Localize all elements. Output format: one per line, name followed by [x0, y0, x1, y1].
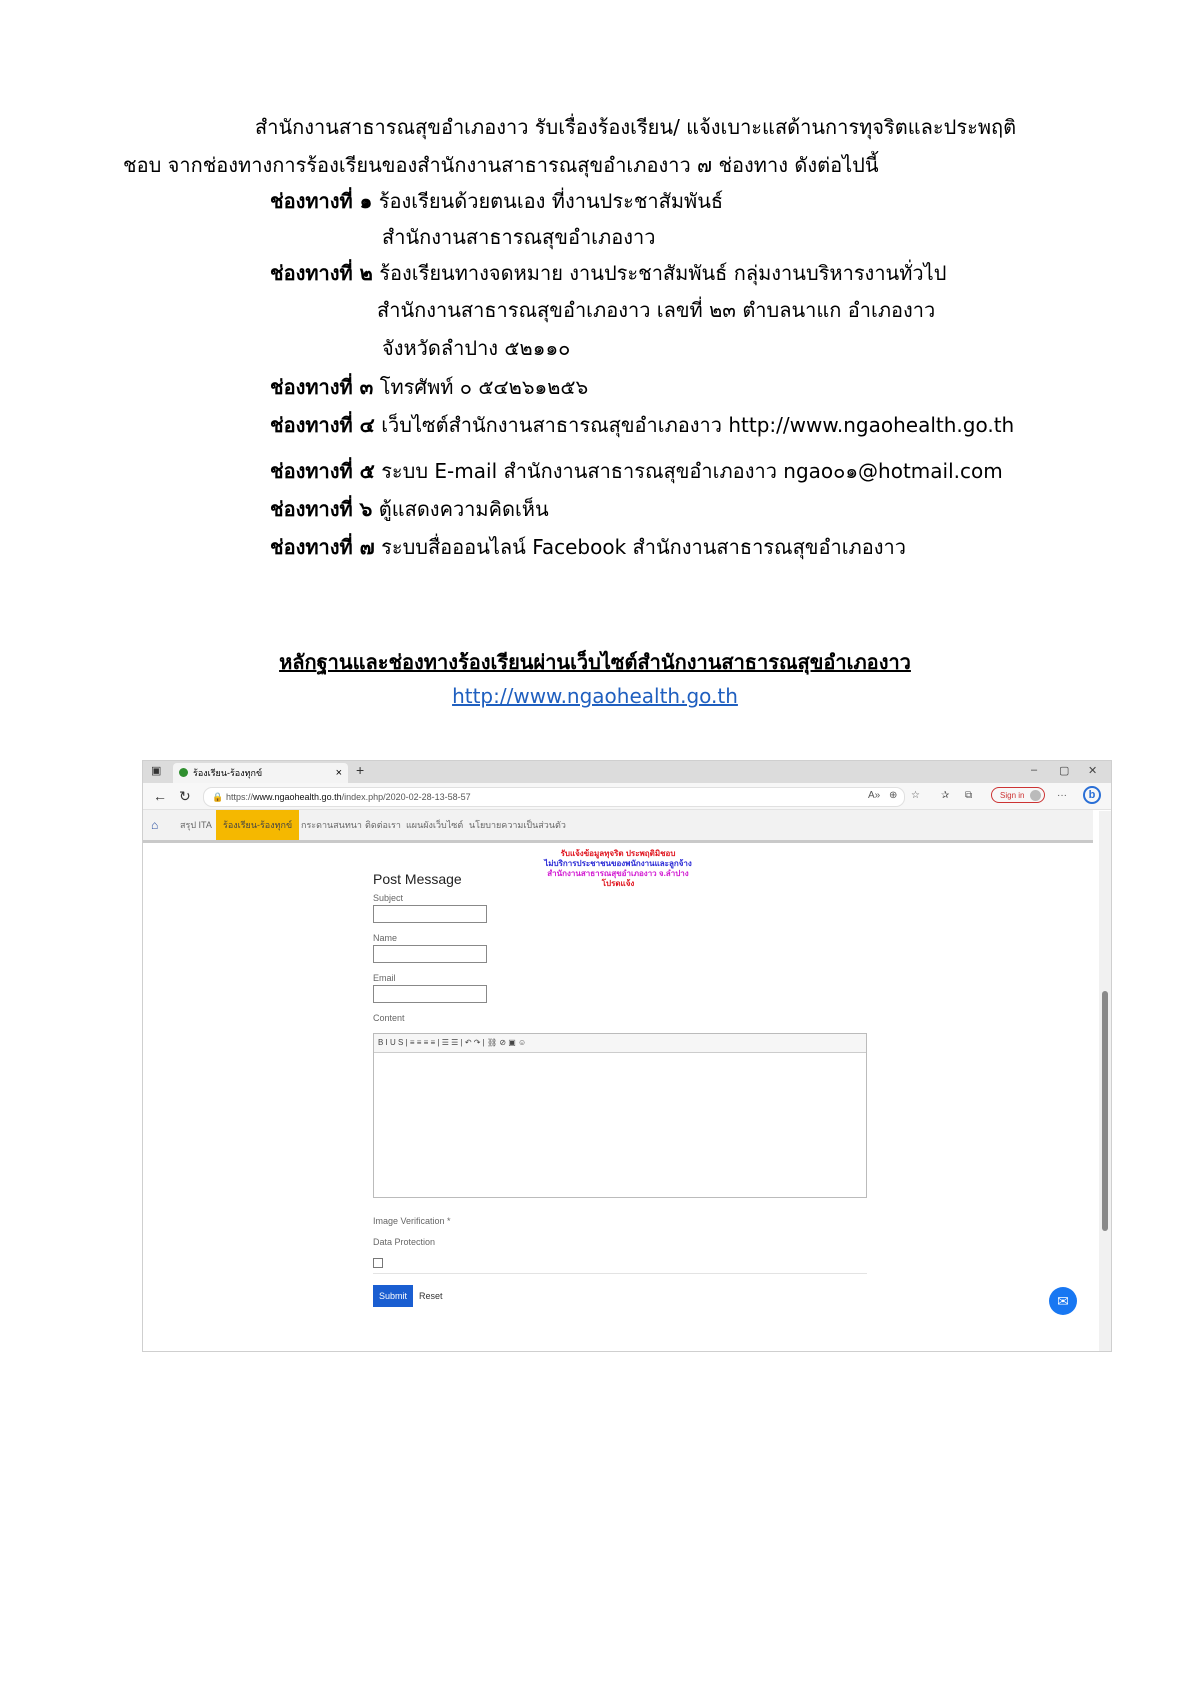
channel-2-cont-2: จังหวัดลำปาง ๕๒๑๑๐	[382, 336, 571, 360]
editor-toolbar[interactable]: B I U S | ≡ ≡ ≡ ≡ | ☰ ☰ | ↶ ↷ | ⛓ ⊘ ▣ ☺	[374, 1034, 866, 1053]
favorite-add-icon[interactable]: ☆	[911, 790, 920, 801]
notice-line: ไม่บริการประชาชนของพนักงานและลูกจ้าง	[544, 859, 692, 868]
close-window-icon[interactable]: ✕	[1088, 765, 1098, 777]
image-verification-label: Image Verification *	[373, 1216, 451, 1226]
channel-text: ระบบ E-mail สำนักงานสาธารณสุขอำเภองาว ngao๐๑@hotmail.com	[381, 459, 1003, 483]
url-text: https://www.ngaohealth.go.th/index.php/2020-02-28-13-58-57	[226, 792, 471, 802]
data-protection-label: Data Protection	[373, 1237, 436, 1247]
data-protection-checkbox[interactable]	[373, 1258, 383, 1268]
form-divider	[373, 1273, 867, 1274]
channel-text: ร้องเรียนทางจดหมาย งานประชาสัมพันธ์ กลุ่มงานบริหารงานทั่วไป	[379, 261, 947, 285]
url-input[interactable]	[203, 787, 905, 807]
channel-2-cont-1: สำนักงานสาธารณสุขอำเภองาว เลขที่ ๒๓ ตำบลนาแก อำเภองาว	[377, 298, 936, 322]
intro-line-1: สำนักงานสาธารณสุขอำเภองาว รับเรื่องร้องเรียน/ แจ้งเบาะแสด้านการทุจริตและประพฤติ	[255, 115, 1017, 139]
menu-item-ita[interactable]: สรุป ITA	[180, 820, 212, 830]
channel-1-cont: สำนักงานสาธารณสุขอำเภองาว	[382, 225, 656, 249]
new-tab-icon[interactable]: +	[356, 762, 365, 778]
menu-item-contact[interactable]: ติดต่อเรา	[365, 820, 401, 830]
read-aloud-icon[interactable]: A»	[868, 790, 881, 801]
notice-line: สำนักงานสาธารณสุขอำเภองาว จ.ลำปาง	[547, 869, 689, 878]
avatar-icon	[1030, 790, 1041, 801]
minimize-icon[interactable]: –	[1031, 764, 1038, 776]
channel-label: ช่องทางที่ ๒	[270, 261, 373, 285]
restore-icon[interactable]: ▢	[1059, 765, 1070, 777]
channel-label: ช่องทางที่ ๑	[270, 189, 373, 213]
address-bar-row	[143, 783, 1111, 810]
browser-screenshot	[142, 760, 1112, 1352]
menu-item-privacy[interactable]: นโยบายความเป็นส่วนตัว	[469, 820, 566, 830]
zoom-icon[interactable]: ⊕	[889, 790, 898, 801]
channel-label: ช่องทางที่ ๕	[270, 459, 375, 483]
content-editor[interactable]	[373, 1033, 867, 1198]
browser-tab[interactable]	[173, 763, 348, 783]
site-menu-bar	[143, 810, 1093, 843]
subject-label: Subject	[373, 893, 404, 903]
channel-text: ร้องเรียนด้วยตนเอง ที่งานประชาสัมพันธ์	[378, 189, 724, 213]
home-icon[interactable]: ⌂	[151, 818, 159, 832]
form-title: Post Message	[373, 871, 462, 887]
collections-icon[interactable]: ⧉	[965, 790, 973, 801]
channel-label: ช่องทางที่ ๔	[270, 413, 375, 437]
close-tab-icon[interactable]: ×	[335, 767, 342, 779]
page-scrollbar[interactable]	[1099, 811, 1111, 1351]
refresh-icon[interactable]: ↻	[179, 788, 191, 804]
email-input[interactable]	[373, 985, 487, 1003]
back-icon[interactable]: ←	[153, 788, 167, 804]
channel-text: ตู้แสดงความคิดเห็น	[378, 497, 549, 521]
messenger-chat-icon[interactable]: ✉	[1049, 1287, 1077, 1315]
evidence-url-link[interactable]: http://www.ngaohealth.go.th	[452, 684, 738, 708]
lock-icon: 🔒	[212, 792, 224, 802]
channel-5	[270, 456, 1003, 486]
bing-icon[interactable]: b	[1083, 786, 1101, 804]
notice-line: โปรดแจ้ง	[601, 879, 635, 888]
intro-line-2: ชอบ จากช่องทางการร้องเรียนของสำนักงานสาธารณสุขอำเภองาว ๗ ช่องทาง ดังต่อไปนี้	[123, 153, 879, 177]
browser-tab-bar	[143, 761, 1111, 783]
name-label: Name	[373, 933, 398, 943]
submit-button[interactable]: Submit	[373, 1285, 413, 1307]
tab-title: ร้องเรียน-ร้องทุกข์	[193, 768, 263, 778]
name-input[interactable]	[373, 945, 487, 963]
channel-4	[270, 410, 1014, 440]
site-favicon-icon	[179, 768, 188, 777]
email-label: Email	[373, 973, 396, 983]
channel-6	[270, 494, 549, 524]
content-label: Content	[373, 1013, 405, 1023]
channel-1	[270, 186, 723, 216]
reset-button[interactable]: Reset	[419, 1291, 443, 1301]
notice-banner	[143, 849, 1093, 889]
scrollbar-thumb[interactable]	[1102, 991, 1108, 1231]
notice-line: รับแจ้งข้อมูลทุจริต ประพฤติมิชอบ	[560, 849, 676, 858]
sign-in-button[interactable]: Sign in	[991, 787, 1045, 803]
channel-label: ช่องทางที่ ๓	[270, 375, 374, 399]
more-icon[interactable]: ···	[1057, 790, 1067, 801]
channel-text: เว็บไซต์สำนักงานสาธารณสุขอำเภองาว http://www.ngaohealth.go.th	[381, 413, 1015, 437]
channel-label: ช่องทางที่ ๖	[270, 497, 373, 521]
channel-label: ช่องทางที่ ๗	[270, 535, 375, 559]
subject-input[interactable]	[373, 905, 487, 923]
menu-item-sitemap[interactable]: แผนผังเว็บไซต์	[406, 820, 464, 830]
channel-text: ระบบสื่อออนไลน์ Facebook สำนักงานสาธารณสุขอำเภองาว	[381, 535, 906, 559]
menu-item-forum[interactable]: กระดานสนทนา	[301, 820, 362, 830]
menu-item-complaint[interactable]: ร้องเรียน-ร้องทุกข์	[216, 810, 299, 840]
favorites-icon[interactable]: ✰	[941, 790, 950, 801]
channel-text: โทรศัพท์ ๐ ๕๔๒๖๑๒๕๖	[379, 375, 589, 399]
evidence-heading: หลักฐานและช่องทางร้องเรียนผ่านเว็บไซต์สำนักงานสาธารณสุขอำเภองาว	[279, 650, 911, 674]
tab-actions-icon[interactable]: ▣	[151, 765, 162, 777]
channel-3	[270, 372, 588, 402]
channel-7	[270, 532, 906, 562]
channel-2	[270, 258, 946, 288]
